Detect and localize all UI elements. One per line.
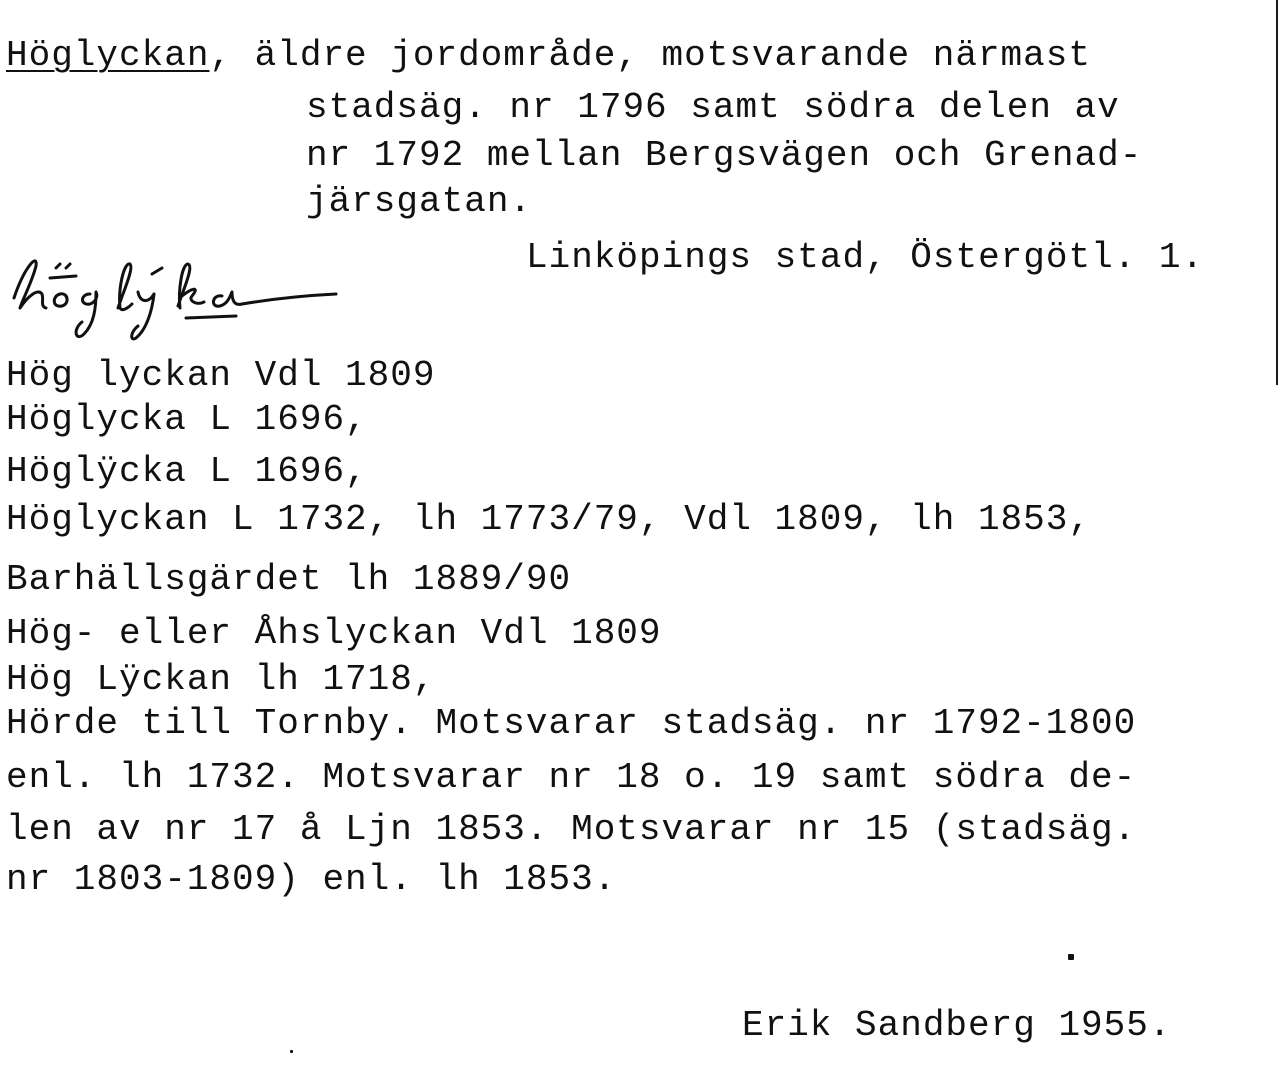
stray-speck: [290, 1050, 293, 1053]
header-definition-start: , äldre jordområde, motsvarande närmast: [209, 35, 1091, 76]
card-edge-line: [1276, 0, 1278, 385]
header-line-2: stadsäg. nr 1796 samt södra delen av: [306, 87, 1120, 128]
form-line-4: Höglyckan L 1732, lh 1773/79, Vdl 1809, lh 1853,: [6, 499, 1091, 540]
signature: Erik Sandberg 1955.: [742, 1005, 1172, 1046]
header-line-4: järsgatan.: [306, 181, 533, 222]
note-line-2: enl. lh 1732. Motsvarar nr 18 o. 19 samt södra de-: [6, 757, 1137, 798]
form-line-3: Höglÿcka L 1696,: [6, 451, 368, 492]
note-line-1: Hörde till Tornby. Motsvarar stadsäg. nr 1792-1800: [6, 703, 1137, 744]
form-line-6: Hög- eller Åhslyckan Vdl 1809: [6, 613, 662, 654]
stray-dot: [1068, 954, 1074, 960]
note-line-4: nr 1803-1809) enl. lh 1853.: [6, 859, 617, 900]
form-line-1: Hög lyckan Vdl 1809: [6, 355, 436, 396]
location-line: Linköpings stad, Östergötl. 1.: [526, 237, 1205, 278]
handwritten-pronunciation: [6, 238, 346, 348]
header-line-3: nr 1792 mellan Bergsvägen och Grenad-: [306, 135, 1143, 176]
form-line-5: Barhällsgärdet lh 1889/90: [6, 559, 572, 600]
headword: Höglyckan: [6, 35, 210, 76]
form-line-2: Höglycka L 1696,: [6, 399, 368, 440]
header-line-1: [6, 36, 1091, 76]
form-line-7: Hög Lÿckan lh 1718,: [6, 659, 436, 700]
note-line-3: len av nr 17 å Ljn 1853. Motsvarar nr 15 (stadsäg.: [6, 809, 1137, 850]
